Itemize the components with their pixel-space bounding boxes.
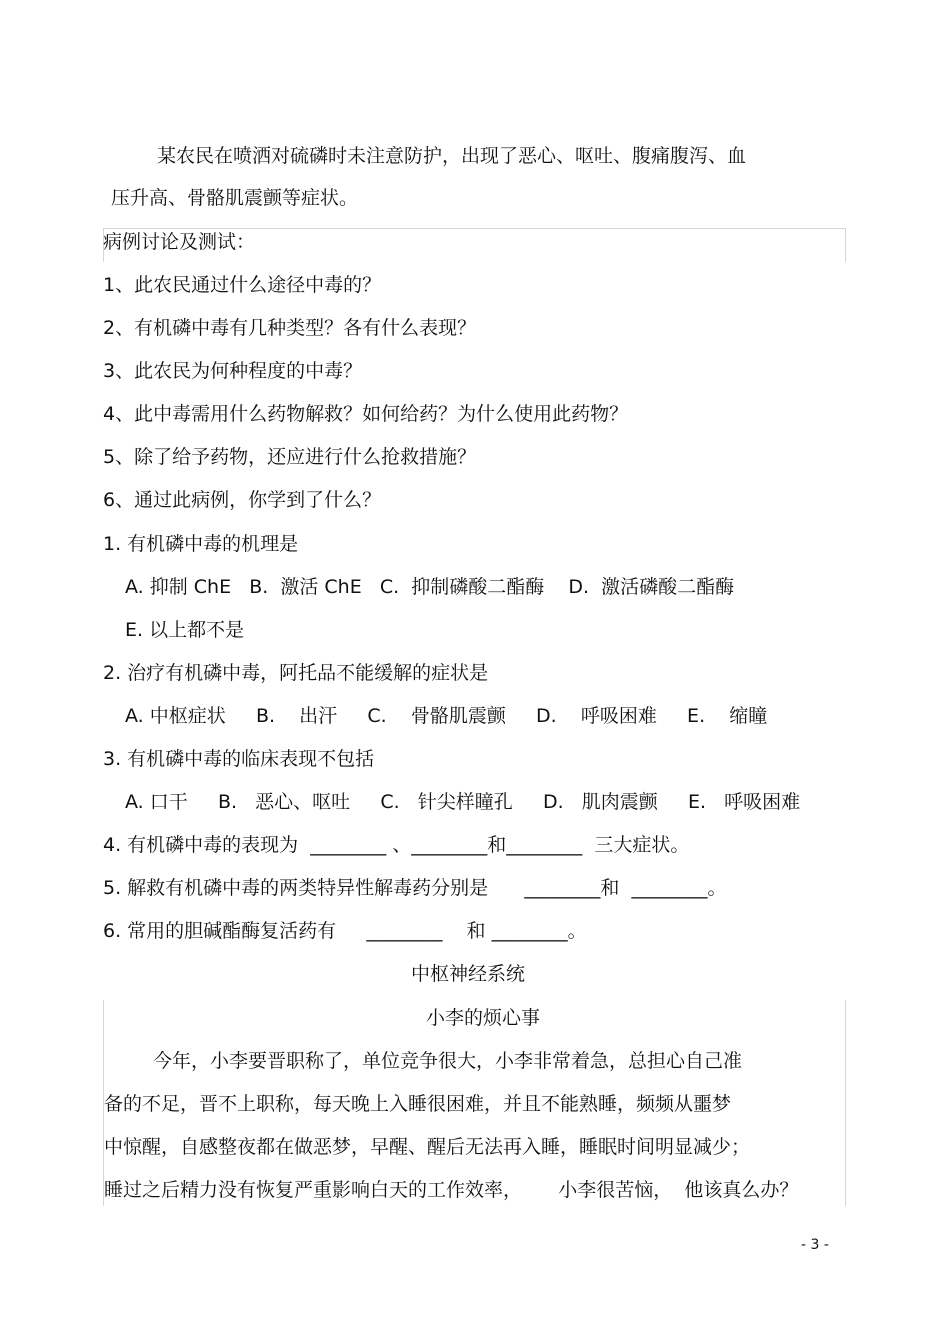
discussion-question: 4、此中毒需用什么药物解救？如何给药？为什么使用此药物？ bbox=[103, 403, 629, 425]
discussion-question: 5、除了给予药物，还应进行什么抢救措施？ bbox=[103, 446, 477, 468]
case-box-right-border bbox=[845, 1000, 846, 1206]
quiz-question-6: 6. 常用的胆碱酯酶复活药有 ________ 和 ________。 bbox=[103, 920, 587, 942]
discussion-question: 1、此农民通过什么途径中毒的？ bbox=[103, 274, 382, 296]
discussion-question: 2、有机磷中毒有几种类型？各有什么表现？ bbox=[103, 317, 477, 339]
page-number: - 3 - bbox=[801, 1237, 829, 1253]
quiz-question-3: 3. 有机磷中毒的临床表现不包括 bbox=[103, 748, 375, 770]
quiz-question-5: 5. 解救有机磷中毒的两类特异性解毒药分别是 ________和 ________。 bbox=[103, 877, 727, 899]
quiz-question-2: 2. 治疗有机磷中毒，阿托品不能缓解的症状是 bbox=[103, 662, 489, 684]
discussion-question: 3、此农民为何种程度的中毒？ bbox=[103, 360, 363, 382]
quiz-question-1-options: A. 抑制 ChE B. 激活 ChE C. 抑制磷酸二酯酶 D. 激活磷酸二酯酶 bbox=[125, 576, 735, 598]
quiz-question-1: 1. 有机磷中毒的机理是 bbox=[103, 533, 299, 555]
discussion-box-top-border bbox=[103, 228, 846, 229]
quiz-question-3-options: A. 口干 B. 恶心、呕吐 C. 针尖样瞳孔 D. 肌肉震颤 E. 呼吸困难 bbox=[125, 791, 801, 813]
discussion-question: 6、通过此病例，你学到了什么？ bbox=[103, 489, 382, 511]
case-text-line: 睡过之后精力没有恢复严重影响白天的工作效率， 小李很苦恼， 他该真么办？ bbox=[104, 1179, 799, 1201]
quiz-question-2-options: A. 中枢症状 B. 出汗 C. 骨骼肌震颤 D. 呼吸困难 E. 缩瞳 bbox=[125, 705, 768, 727]
discussion-box-right-border bbox=[845, 228, 846, 262]
case-text-line: 备的不足，晋不上职称，每天晚上入睡很困难，并且不能熟睡，频频从噩梦 bbox=[104, 1093, 732, 1115]
section-title: 中枢神经系统 bbox=[411, 963, 526, 985]
case-text-line: 今年，小李要晋职称了，单位竞争很大，小李非常着急，总担心自己准 bbox=[153, 1050, 743, 1072]
quiz-question-1-option-e: E. 以上都不是 bbox=[125, 619, 245, 641]
intro-line-2: 压升高、骨骼肌震颤等症状。 bbox=[111, 187, 359, 209]
case-title: 小李的烦心事 bbox=[426, 1007, 541, 1029]
discussion-heading: 病例讨论及测试： bbox=[103, 231, 256, 253]
quiz-question-4: 4. 有机磷中毒的表现为 ________ 、________和________ 三大症状。 bbox=[103, 834, 690, 856]
intro-line-1: 某农民在喷洒对硫磷时未注意防护，出现了恶心、呕吐、腹痛腹泻、血 bbox=[157, 145, 747, 167]
case-text-line: 中惊醒，自感整夜都在做恶梦，早醒、醒后无法再入睡，睡眠时间明显减少； bbox=[104, 1136, 751, 1158]
